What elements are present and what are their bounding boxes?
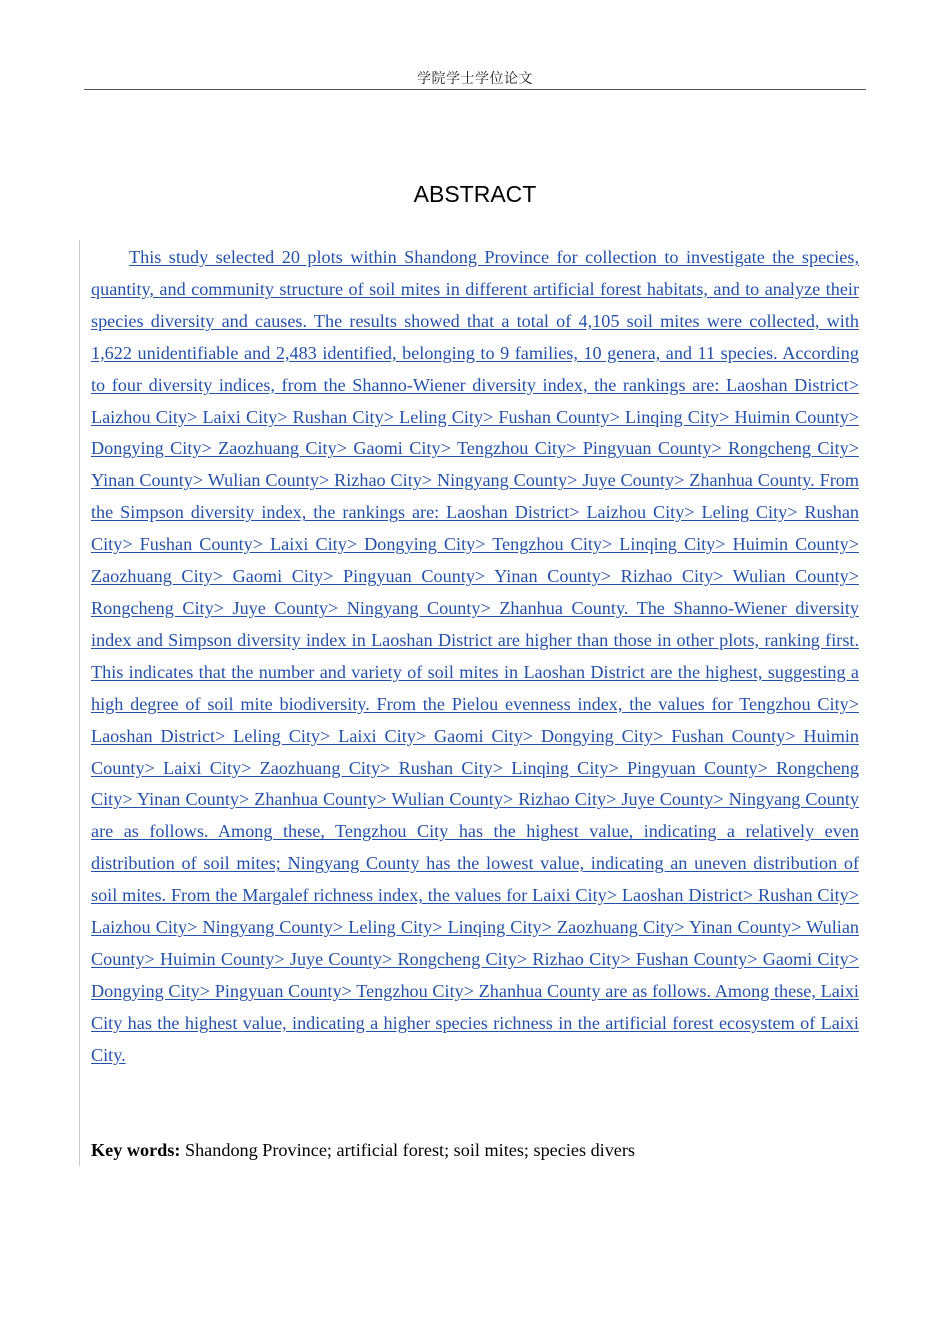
keywords-line xyxy=(91,1136,859,1164)
keywords-label: Key words: xyxy=(91,1140,181,1160)
page-header: 学院学士学位论文 xyxy=(84,70,866,90)
abstract-body: This study selected 20 plots within Shandong Province for collection to investigate the species, quantity, and community structure of soil mites in different artificial forest habitats, and to analyze their species diversity and causes. The results showed that a total of 4,105 soil mites were collected, with 1,622 unidentifiable and 2,483 identified, belonging to 9 families, 10 genera, and 11 species. According to four diversity indices, from the Shanno-Wiener diversity index, the rankings are: Laoshan District> Laizhou City> Laixi City> Rushan City> Leling City> Fushan County> Linqing City> Huimin County> Dongying City> Zaozhuang City> Gaomi City> Tengzhou City> Pingyuan County> Rongcheng City> Yinan County> Wulian County> Rizhao City> Ningyang County> Juye County> Zhanhua County. From the Simpson diversity index, the rankings are: Laoshan District> Laizhou City> Leling City> Rushan City> Fushan County> Laixi City> Dongying City> Tengzhou City> Linqing City> Huimin County> Zaozhuang City> Gaomi City> Pingyuan County> Yinan County> Rizhao City> Wulian County> Rongcheng City> Juye County> Ningyang County> Zhanhua County. The Shanno-Wiener diversity index and Simpson diversity index in Laoshan District are higher than those in other plots, ranking first. This indicates that the number and variety of soil mites in Laoshan District are the highest, suggesting a high degree of soil mite biodiversity. From the Pielou evenness index, the values for Tengzhou City> Laoshan District> Leling City> Laixi City> Gaomi City> Dongying City> Fushan County> Huimin County> Laixi City> Zaozhuang City> Rushan City> Linqing City> Pingyuan County> Rongcheng City> Yinan County> Zhanhua County> Wulian County> Rizhao City> Juye County> Ningyang County are as follows. Among these, Tengzhou City has the highest value, indicating a relatively even distribution of soil mites; Ningyang County has the lowest value, indicating an uneven distribution of soil mites. From the Margalef richness index, the values for Laixi City> Laoshan District> Rushan City> Laizhou City> Ningyang County> Leling City> Linqing City> Zaozhuang City> Yinan County> Wulian County> Huimin County> Juye County> Rongcheng City> Rizhao City> Fushan County> Gaomi City> Dongying City> Pingyuan County> Tengzhou City> Zhanhua County are as follows. Among these, Laixi City has the highest value, indicating a higher species richness in the artificial forest ecosystem of Laixi City. xyxy=(91,247,859,1065)
revision-margin-bar xyxy=(79,240,80,1166)
keywords-value: Shandong Province; artificial forest; soil mites; species divers xyxy=(184,1140,636,1160)
abstract-title: ABSTRACT xyxy=(413,181,537,207)
